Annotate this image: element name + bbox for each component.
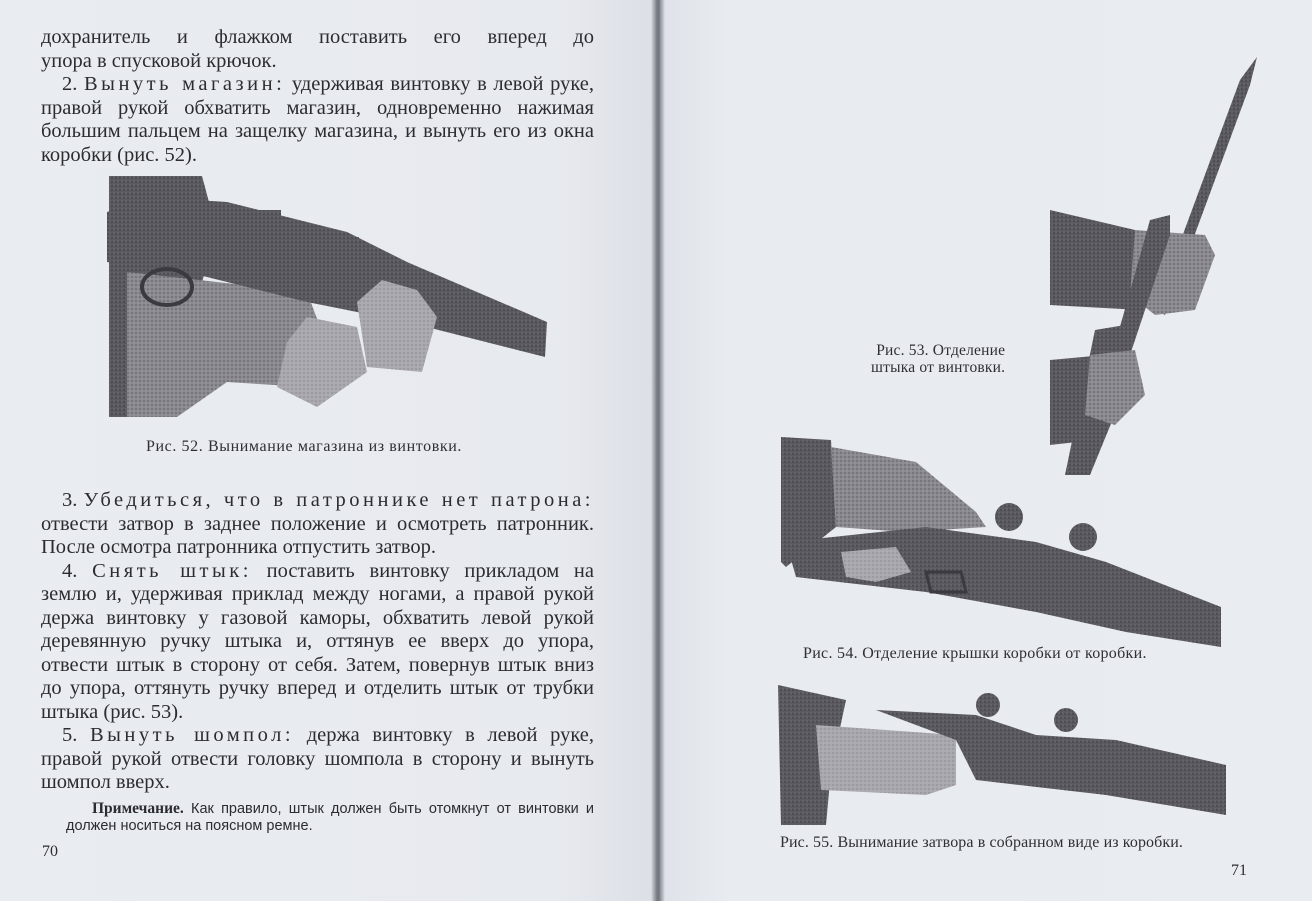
step-heading: Снять штык: — [92, 559, 252, 582]
step-number: 4. — [62, 559, 78, 582]
step-number: 5. — [62, 724, 78, 746]
step-text: держа винтовку в левой руке, правой рукой отвести головку шомпола в сторону и вынуть шомпол вверх. — [41, 724, 594, 793]
receiver-cover-removal-illustration — [776, 432, 1224, 648]
left-page-bottom-text — [41, 489, 594, 795]
note-label: Примечание. — [92, 800, 184, 817]
bayonet-detachment-illustration — [1045, 55, 1260, 475]
step-number: 2. — [62, 73, 78, 95]
caption-line: Рис. 53. Отделение — [876, 342, 1006, 359]
figure-53-caption — [871, 342, 1005, 376]
step-2-paragraph — [41, 73, 594, 167]
note-paragraph — [66, 800, 594, 835]
figure-53-photo — [1045, 55, 1260, 475]
step-number: 3. — [62, 489, 78, 511]
page-number-left: 70 — [42, 843, 58, 860]
note-text: Как правило, штык должен быть отомкнут от винтовки и должен носиться на поясном ремне. — [66, 801, 594, 834]
step-heading: Вынуть шомпол: — [89, 724, 295, 746]
rifle-magazine-removal-illustration — [107, 172, 547, 422]
step-text: удерживая винтовку в левой руке, правой рукой обхватить магазин, одновременно нажимая большим пальцем на защелку магазина, и вынуть его из окна коробки (рис. 52). — [41, 73, 595, 166]
figure-52-caption: Рис. 52. Вынимание магазина из винтовки. — [146, 438, 463, 455]
figure-55-caption: Рис. 55. Вынимание затвора в собранном виде из коробки. — [780, 834, 1184, 851]
step-5-paragraph — [41, 724, 594, 795]
figure-54-photo — [776, 432, 1224, 648]
step-3-paragraph — [41, 489, 594, 560]
figure-52-photo — [107, 172, 547, 422]
figure-55-photo — [776, 680, 1228, 830]
text-line: дохранитель и флажком поставить его вперед до — [41, 26, 594, 48]
figure-54-caption: Рис. 54. Отделение крышки коробки от коробки. — [803, 645, 1147, 662]
book-spine — [651, 0, 665, 901]
step-heading: Вынуть магазин: — [84, 73, 286, 95]
bolt-removal-illustration — [776, 680, 1228, 830]
step-heading: Убедиться, что в патроннике нет патрона: — [83, 489, 594, 511]
caption-line: штыка от винтовки. — [871, 359, 1006, 376]
left-page-top-text — [41, 26, 594, 167]
step-4-paragraph — [41, 560, 594, 725]
step-text: отвести затвор в заднее положение и осмотреть патронник. После осмотра патронника отпустить затвор. — [41, 512, 594, 558]
text-line: упора в спусковой крючок. — [41, 49, 277, 72]
step-text: поставить винтовку прикладом на землю и, удерживая приклад между ногами, а правой рукой держа винтовку у газовой каморы, обхватить левой рукой деревянную ручку штыка и, оттянув ее вверх до упора, отвести штык в сторону от себя. Затем, повернув штык вниз до упора, оттянуть ручку вперед и отделить штык от трубки штыка (рис. 53). — [41, 559, 594, 723]
page-number-right: 71 — [1231, 862, 1247, 879]
